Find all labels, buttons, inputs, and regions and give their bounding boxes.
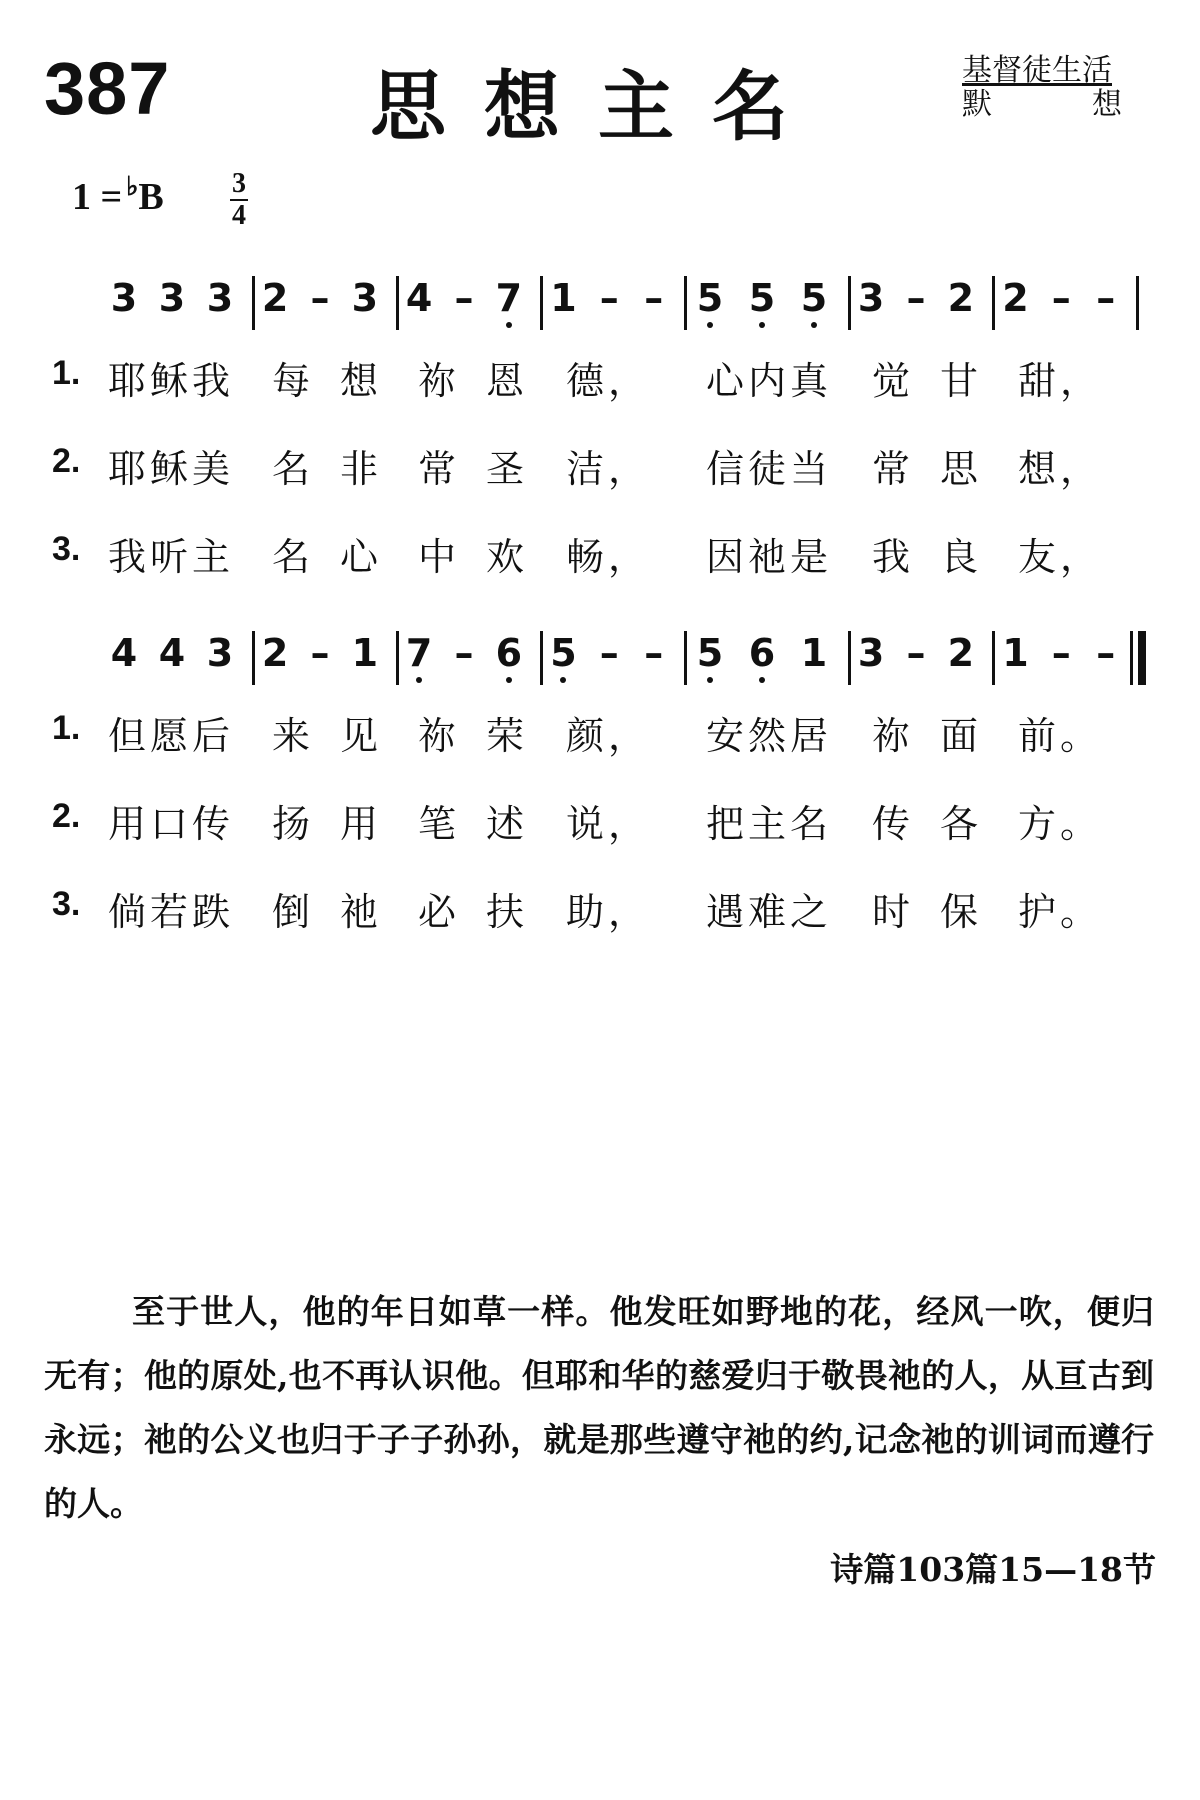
lyric-syllables: 觉甘 <box>872 359 1009 403</box>
measure <box>848 270 984 330</box>
measure <box>252 270 388 330</box>
note: 2 <box>947 631 975 675</box>
lyric-syllables: 笔述 <box>418 802 555 846</box>
note: 3 <box>206 631 234 675</box>
verse-number: 1. <box>52 354 81 392</box>
note: 7 <box>496 270 522 318</box>
subcategory-char-2: 想 <box>1092 87 1122 122</box>
sustain-dash: – <box>906 631 926 675</box>
note: 1 <box>351 631 379 675</box>
lyric-syllables: 用口传 <box>108 802 235 846</box>
measure <box>992 270 1128 330</box>
note: 4 <box>405 276 433 320</box>
note: 3 <box>110 276 138 320</box>
time-numerator: 3 <box>232 168 246 199</box>
lyric-syllables: 来见 <box>272 714 409 758</box>
lyric-line <box>0 881 1200 934</box>
lyric-syllables: 时保 <box>872 890 1009 934</box>
measure <box>252 625 388 685</box>
note: 6 <box>749 625 775 673</box>
lyric-syllables: 德， <box>566 359 651 403</box>
final-barline-thick <box>1138 631 1146 685</box>
notation-line-2 <box>0 625 1200 685</box>
lyric-syllables: 祢恩 <box>418 359 555 403</box>
note: 4 <box>110 631 138 675</box>
note: 1 <box>1002 631 1029 675</box>
lyric-syllables: 倘若跌 <box>108 890 235 934</box>
scripture-passage: 至于世人，他的年日如草一样。他发旺如野地的花，经风一吹，便归无有；他的原处,也不再认识他。但耶和华的慈爱归于敬畏祂的人，从亘古到永远；祂的公义也归于子子孙孙，就是那些遵守祂的约,记念祂的训词而遵行的人。 <box>44 1292 1154 1523</box>
sustain-dash: – <box>1051 631 1071 675</box>
notation-line-1 <box>0 270 1200 330</box>
sustain-dash: – <box>599 276 619 320</box>
verse-number: 1. <box>52 709 81 747</box>
lyric-syllables: 畅， <box>566 535 651 579</box>
hymn-category <box>962 54 1122 122</box>
note: 2 <box>261 631 289 675</box>
verse-number: 3. <box>52 530 81 568</box>
note: 6 <box>496 625 522 673</box>
lyric-syllables: 甜， <box>1018 359 1103 403</box>
lyric-syllables: 但愿后 <box>108 714 235 758</box>
hymn-number: 387 <box>44 47 171 130</box>
measure <box>684 270 840 330</box>
lyric-syllables: 信徒当 <box>706 447 833 491</box>
lyric-line <box>0 526 1200 579</box>
final-barline-thin <box>1130 631 1133 685</box>
sustain-dash: – <box>644 631 664 675</box>
lyric-syllables: 方。 <box>1018 802 1103 846</box>
sustain-dash: – <box>599 631 619 675</box>
note: 3 <box>158 276 186 320</box>
measure <box>540 270 676 330</box>
sustain-dash: – <box>454 631 474 675</box>
lyric-syllables: 助， <box>566 890 651 934</box>
note: 2 <box>261 276 289 320</box>
note: 1 <box>800 631 828 675</box>
lyric-syllables: 祢荣 <box>418 714 555 758</box>
lyric-syllables: 我听主 <box>108 535 235 579</box>
key-signature <box>72 172 164 219</box>
lyric-syllables: 耶稣我 <box>108 359 235 403</box>
measure <box>540 625 676 685</box>
measure <box>992 625 1128 685</box>
note: 5 <box>749 270 775 318</box>
lyric-syllables: 常思 <box>872 447 1009 491</box>
lyric-syllables: 想， <box>1018 447 1103 491</box>
note: 2 <box>1002 276 1029 320</box>
lyric-syllables: 常圣 <box>418 447 555 491</box>
lyric-syllables: 传各 <box>872 802 1009 846</box>
note: 3 <box>857 276 885 320</box>
lyric-line <box>0 705 1200 758</box>
lyric-line <box>0 793 1200 846</box>
sustain-dash: – <box>1096 631 1116 675</box>
note: 3 <box>351 276 379 320</box>
lyric-syllables: 颜， <box>566 714 651 758</box>
lyric-line <box>0 438 1200 491</box>
lyric-syllables: 必扶 <box>418 890 555 934</box>
subcategory-char-1: 默 <box>962 87 992 122</box>
note: 2 <box>947 276 975 320</box>
lyric-syllables: 祢面 <box>872 714 1009 758</box>
hymn-title: 思想主名 <box>370 62 826 151</box>
measure <box>396 625 532 685</box>
note: 5 <box>801 270 827 318</box>
lyric-syllables: 中欢 <box>418 535 555 579</box>
lyric-syllables: 洁， <box>566 447 651 491</box>
time-signature <box>228 170 250 230</box>
scripture-reference: 诗篇103篇15—18节 <box>830 1550 1156 1589</box>
note: 3 <box>857 631 885 675</box>
lyric-syllables: 因祂是 <box>706 535 833 579</box>
note: 5 <box>697 270 723 318</box>
lyric-syllables: 名心 <box>272 535 409 579</box>
category-label: 基督徒生活 <box>962 53 1112 88</box>
lyric-syllables: 遇难之 <box>706 890 833 934</box>
measure <box>100 625 244 685</box>
lyric-syllables: 安然居 <box>706 714 833 758</box>
lyric-syllables: 心内真 <box>706 359 833 403</box>
lyric-syllables: 每想 <box>272 359 409 403</box>
note: 7 <box>406 625 432 673</box>
verse-number: 2. <box>52 442 81 480</box>
lyric-syllables: 友， <box>1018 535 1103 579</box>
sustain-dash: – <box>1096 276 1116 320</box>
key-note: B <box>138 176 164 218</box>
flat-symbol: ♭ <box>126 172 139 201</box>
note: 5 <box>697 625 723 673</box>
lyric-syllables: 扬用 <box>272 802 409 846</box>
sustain-dash: – <box>644 276 664 320</box>
lyric-line <box>0 350 1200 403</box>
lyric-syllables: 耶稣美 <box>108 447 235 491</box>
measure <box>848 625 984 685</box>
note: 3 <box>206 276 234 320</box>
lyric-syllables: 说， <box>566 802 651 846</box>
note: 1 <box>550 276 577 320</box>
note: 5 <box>550 625 576 673</box>
lyric-syllables: 我良 <box>872 535 1009 579</box>
time-denominator: 4 <box>232 200 246 231</box>
verse-number: 3. <box>52 885 81 923</box>
sustain-dash: – <box>310 631 330 675</box>
measure <box>396 270 532 330</box>
note: 4 <box>158 631 186 675</box>
lyric-syllables: 护。 <box>1018 890 1103 934</box>
verse-number: 2. <box>52 797 81 835</box>
lyric-syllables: 倒祂 <box>272 890 409 934</box>
lyric-syllables: 把主名 <box>706 802 833 846</box>
sustain-dash: – <box>454 276 474 320</box>
measure <box>684 625 840 685</box>
measure <box>100 270 244 330</box>
lyric-syllables: 前。 <box>1018 714 1103 758</box>
sustain-dash: – <box>1051 276 1071 320</box>
sustain-dash: – <box>906 276 926 320</box>
key-prefix: 1 = <box>72 176 123 218</box>
barline <box>1136 276 1139 330</box>
sustain-dash: – <box>310 276 330 320</box>
lyric-syllables: 名非 <box>272 447 409 491</box>
subcategory-label <box>962 88 1122 122</box>
